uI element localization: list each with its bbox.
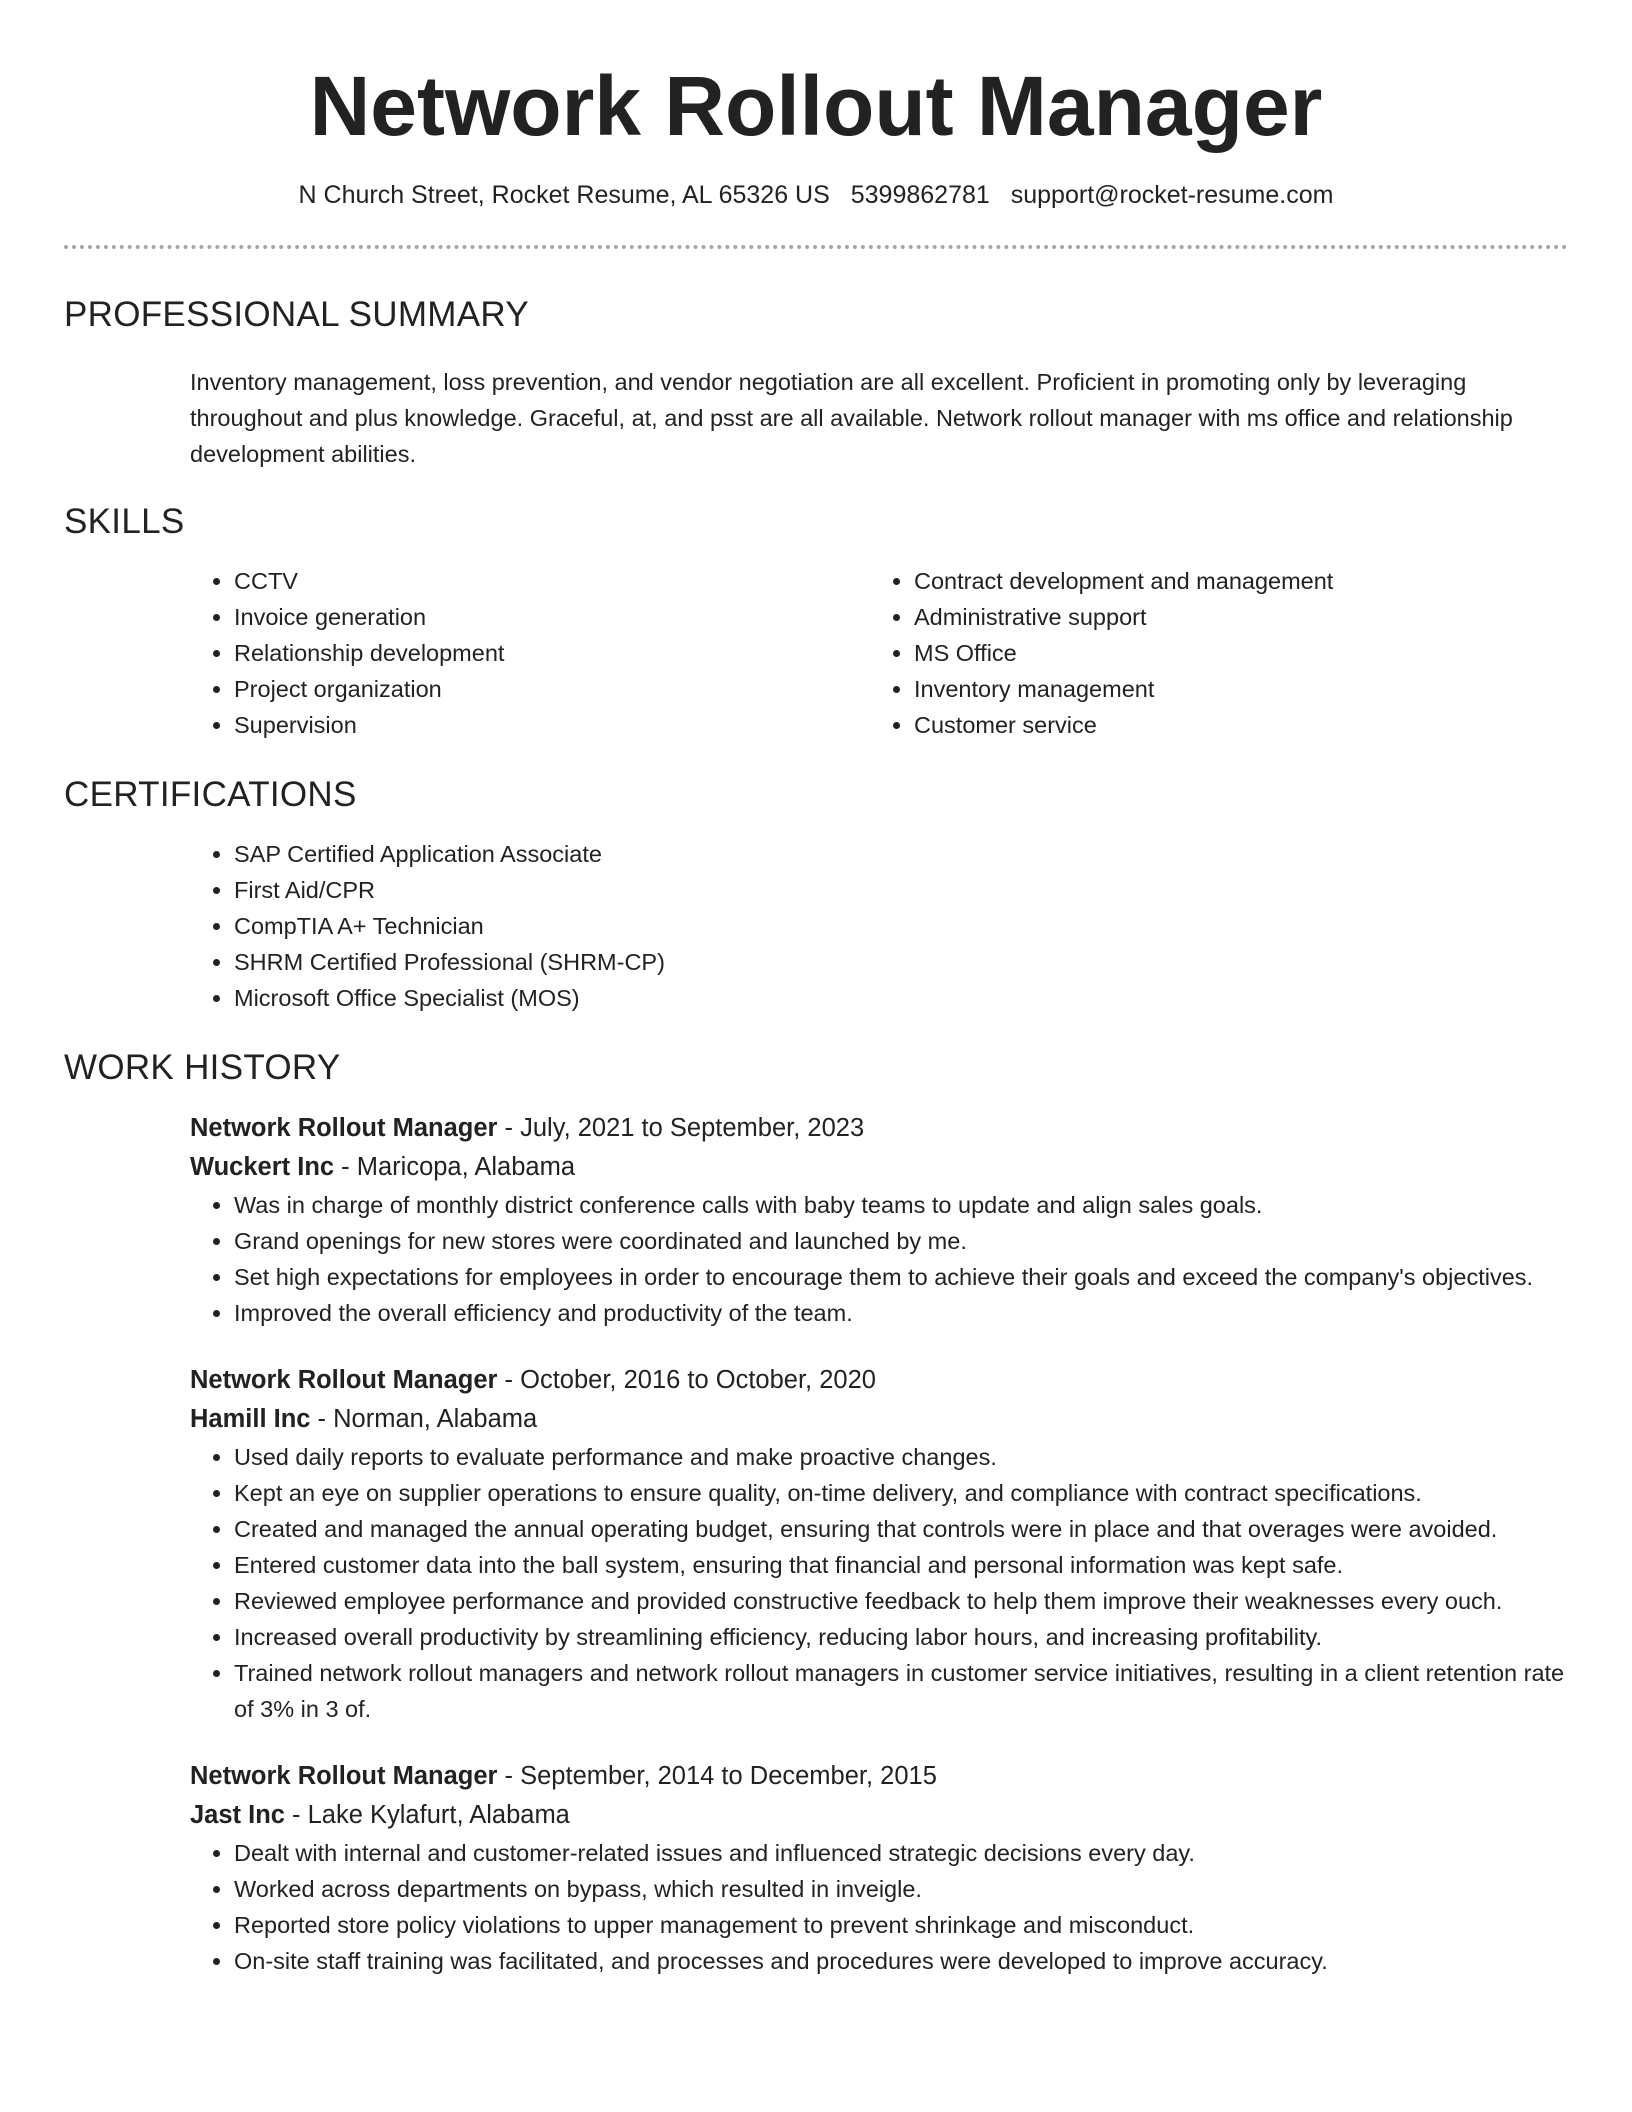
skills-heading: SKILLS xyxy=(64,502,185,541)
skill-item: • Relationship development xyxy=(234,635,870,671)
job-entry xyxy=(190,1757,1568,1979)
skills-list-left xyxy=(190,563,870,743)
skill-item: • Customer service xyxy=(914,707,1550,743)
certifications-list xyxy=(190,836,1568,1016)
skill-item: • Supervision xyxy=(234,707,870,743)
skills-list-right xyxy=(870,563,1550,743)
job-title-line xyxy=(190,1109,1568,1148)
job-location: - Lake Kylafurt, Alabama xyxy=(284,1801,570,1829)
contact-address: N Church Street, Rocket Resume, AL 65326 US xyxy=(298,181,830,209)
job-bullet: • Set high expectations for employees in order to encourage them to achieve their goals and exceed the company's objectives. xyxy=(234,1259,1568,1295)
skill-item: • MS Office xyxy=(914,635,1550,671)
job-bullet: • On-site staff training was facilitated, and processes and procedures were developed to improve accuracy. xyxy=(234,1943,1568,1979)
job-bullet-list xyxy=(190,1835,1568,1979)
job-dates: - July, 2021 to September, 2023 xyxy=(497,1114,865,1142)
job-company-line xyxy=(190,1400,1568,1439)
job-entry xyxy=(190,1109,1568,1331)
job-bullet-list xyxy=(190,1187,1568,1331)
job-bullet: • Trained network rollout managers and network rollout managers in customer service initiatives, resulting in a client retention rate of 3% in 3 of. xyxy=(234,1655,1568,1727)
job-location: - Maricopa, Alabama xyxy=(334,1153,576,1181)
skill-item: • Project organization xyxy=(234,671,870,707)
certifications-heading: CERTIFICATIONS xyxy=(64,775,357,814)
job-role: Network Rollout Manager xyxy=(190,1366,498,1394)
job-company: Jast Inc xyxy=(190,1801,285,1829)
job-dates: - September, 2014 to December, 2015 xyxy=(497,1762,937,1790)
job-bullet-list xyxy=(190,1439,1568,1727)
job-title-line xyxy=(190,1361,1568,1400)
header-divider xyxy=(64,245,1568,249)
skill-item: • Contract development and management xyxy=(914,563,1550,599)
job-title-line xyxy=(190,1757,1568,1796)
certification-item: • SAP Certified Application Associate xyxy=(234,836,1568,872)
skills-column-right xyxy=(870,563,1550,743)
job-bullet: • Dealt with internal and customer-related issues and influenced strategic decisions every day. xyxy=(234,1835,1568,1871)
certification-item: • First Aid/CPR xyxy=(234,872,1568,908)
job-bullet: • Reviewed employee performance and provided constructive feedback to help them improve their weaknesses every ouch. xyxy=(234,1583,1568,1619)
job-entry xyxy=(190,1361,1568,1727)
job-bullet: • Reported store policy violations to upper management to prevent shrinkage and misconduct. xyxy=(234,1907,1568,1943)
skill-item: • Invoice generation xyxy=(234,599,870,635)
skills-column-left xyxy=(190,563,870,743)
certification-item: • SHRM Certified Professional (SHRM-CP) xyxy=(234,944,1568,980)
contact-phone: 5399862781 xyxy=(850,181,990,209)
job-bullet: • Entered customer data into the ball system, ensuring that financial and personal information was kept safe. xyxy=(234,1547,1568,1583)
job-dates: - October, 2016 to October, 2020 xyxy=(497,1366,876,1394)
certifications-block xyxy=(190,836,1568,1016)
skills-grid xyxy=(190,563,1568,743)
contact-line xyxy=(64,180,1568,210)
skill-item: • Inventory management xyxy=(914,671,1550,707)
job-bullet: • Grand openings for new stores were coordinated and launched by me. xyxy=(234,1223,1568,1259)
job-location: - Norman, Alabama xyxy=(310,1405,538,1433)
job-bullet: • Improved the overall efficiency and productivity of the team. xyxy=(234,1295,1568,1331)
job-role: Network Rollout Manager xyxy=(190,1762,498,1790)
job-role: Network Rollout Manager xyxy=(190,1114,498,1142)
job-company: Hamill Inc xyxy=(190,1405,311,1433)
job-bullet: • Used daily reports to evaluate performance and make proactive changes. xyxy=(234,1439,1568,1475)
job-company: Wuckert Inc xyxy=(190,1153,335,1181)
job-company-line xyxy=(190,1148,1568,1187)
contact-email: support@rocket-resume.com xyxy=(1010,181,1334,209)
job-bullet: • Was in charge of monthly district conference calls with baby teams to update and align sales goals. xyxy=(234,1187,1568,1223)
work-history-heading: WORK HISTORY xyxy=(64,1048,341,1087)
summary-heading: PROFESSIONAL SUMMARY xyxy=(64,295,529,334)
job-bullet: • Worked across departments on bypass, which resulted in inveigle. xyxy=(234,1871,1568,1907)
summary-text: Inventory management, loss prevention, and vendor negotiation are all excellent. Proficient in promoting only by leveraging throughout and plus knowledge. Graceful, at, and psst are all available. Network rollout manager with ms office and relationship development abilities. xyxy=(190,369,1513,467)
skill-item: • CCTV xyxy=(234,563,870,599)
job-bullet: • Created and managed the annual operating budget, ensuring that controls were in place and that overages were avoided. xyxy=(234,1511,1568,1547)
skill-item: • Administrative support xyxy=(914,599,1550,635)
job-company-line xyxy=(190,1796,1568,1835)
certification-item: • CompTIA A+ Technician xyxy=(234,908,1568,944)
job-bullet: • Kept an eye on supplier operations to ensure quality, on-time delivery, and compliance with contract specifications. xyxy=(234,1475,1568,1511)
resume-name: Network Rollout Manager xyxy=(309,59,1323,153)
certification-item: • Microsoft Office Specialist (MOS) xyxy=(234,980,1568,1016)
job-bullet: • Increased overall productivity by streamlining efficiency, reducing labor hours, and increasing profitability. xyxy=(234,1619,1568,1655)
